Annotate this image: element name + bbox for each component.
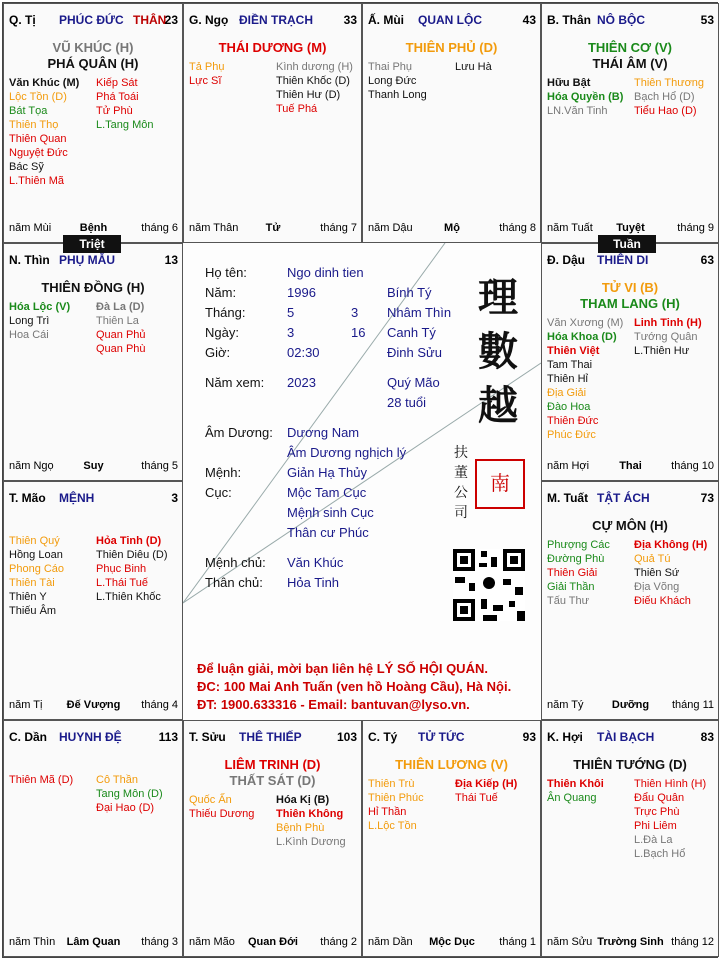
palace-year: năm Thân [189,222,239,234]
amduong-value: Dương Nam [287,425,360,440]
minor-star: L.Thiên Khốc [96,591,161,603]
palace-month: tháng 11 [671,699,714,711]
palace-stage: Tuyệt [616,222,645,234]
palace-header [9,730,178,746]
minor-star: Phượng Các [547,539,610,551]
palace-age-number: 23 [164,13,178,27]
minor-star: Thái Tuế [455,792,498,804]
minor-stars-left [9,773,73,787]
minor-star: Địa Kiếp (H) [455,778,518,790]
minor-star: Thai Phụ [368,61,413,73]
main-star: THÁI DƯƠNG (M) [218,40,327,55]
minor-stars-right [634,316,702,358]
minor-star: Thiên Hình (H) [634,778,707,790]
center-info [183,243,541,720]
palace-name: TÀI BẠCH [597,730,655,744]
minor-stars-right [96,773,163,815]
palace-ti [3,3,183,243]
palace-body-marker: THÂN [133,13,167,27]
palace-month: tháng 7 [320,222,357,234]
triet-marker: Triệt [63,235,121,253]
palace-suu [183,720,362,957]
main-star: THÁI ÂM (V) [592,56,668,71]
minor-star: Hữu Bật [547,77,591,89]
main-stars [542,518,718,534]
palace-month: tháng 10 [671,460,714,472]
minor-stars-right [634,76,704,118]
palace-name: TỬ TỨC [418,730,465,744]
palace-footer [547,699,714,713]
palace-name: MỆNH [59,491,95,505]
tuvi-chart [2,2,718,958]
minor-stars-left [547,316,623,442]
main-star: VŨ KHÚC (H) [52,40,134,55]
palace-age-number: 83 [700,730,714,744]
minor-stars-right [455,60,492,74]
minor-star: Thiên Phúc [368,792,424,804]
palace-age-number: 13 [164,253,178,267]
minor-star: Đẩu Quân [634,792,685,804]
palace-branch: M. Tuất [547,491,589,505]
palace-dan [3,720,183,957]
palace-stage: Suy [83,460,104,472]
minor-stars-right [634,538,707,608]
minor-star: Phục Binh [96,563,147,575]
thanchu-label: Thân chủ: [205,575,263,590]
month-label: Tháng: [205,305,246,320]
palace-year: năm Ngọ [9,460,54,472]
minor-star: Thanh Long [368,89,427,101]
palace-branch: G. Ngọ [189,13,229,27]
palace-name: NÔ BỘC [597,13,645,27]
minor-star: Kình dương (H) [276,61,353,73]
minor-star: Lực Sĩ [189,75,222,87]
year-label: Năm: [205,285,237,300]
main-stars [4,40,182,72]
minor-star: Giải Thần [547,581,595,593]
minor-star: Thiên Thương [634,77,705,89]
main-stars [542,280,718,312]
minor-star: Hoa Cái [9,329,49,341]
palace-stage: Tử [265,222,281,234]
minor-star: Đại Hao (D) [96,802,155,814]
year-value: 1996 [287,285,316,300]
palace-name: QUAN LỘC [418,13,482,27]
palace-header [9,491,178,507]
palace-header [9,253,178,269]
minor-star: Văn Xương (M) [547,317,624,329]
minor-stars-right [276,60,353,116]
minor-star: Thiên Hư (D) [276,89,341,101]
palace-ngo [183,3,362,243]
seal-stamp-icon: 南 [475,459,525,509]
palace-name: THÊ THIẾP [239,730,302,744]
cuc-note-2: Thân cư Phúc [287,525,369,540]
minor-stars-left [547,76,623,118]
minor-star: Đà La (D) [96,301,145,313]
palace-year: năm Thìn [9,936,56,948]
palace-branch: K. Hợi [547,730,583,744]
minor-star: Phong Cáo [9,563,65,575]
palace-branch: Ấ. Mùi [368,13,404,27]
minor-stars-left [368,777,424,833]
palace-branch: B. Thân [547,13,591,27]
minor-star: Lưu Hà [455,61,492,73]
main-star: TỬ VI (B) [601,280,659,295]
main-stars [184,40,361,56]
palace-stage: Bệnh [79,222,108,234]
menh-value: Giản Hạ Thủy [287,465,367,480]
palace-footer [189,222,357,236]
minor-stars-left [189,60,224,88]
palace-branch: C. Dần [9,730,48,744]
palace-age-number: 33 [343,13,357,27]
minor-star: Quan Phủ [96,329,146,341]
minor-star: Cô Thần [96,774,138,786]
palace-branch: N. Thìn [9,253,50,267]
main-star: THIÊN PHỦ (D) [405,40,498,55]
main-star: PHÁ QUÂN (H) [47,56,139,71]
minor-stars-left [189,793,254,821]
minor-star: Quả Tú [634,553,671,565]
minor-star: Lộc Tồn (D) [9,91,67,103]
minor-star: Quốc Ấn [189,794,232,806]
main-star: THIÊN TƯỚNG (D) [573,757,687,772]
palace-hoi [541,720,719,957]
palace-branch: Đ. Dậu [547,253,586,267]
notice-line-2: ĐC: 100 Mai Anh Tuấn (ven hồ Hoàng Cầu), Hà Nội. [197,679,512,694]
palace-year: năm Sửu [547,936,593,948]
palace-footer [368,936,536,950]
minor-star: Bệnh Phù [276,822,325,834]
palace-branch: T. Mão [9,491,46,505]
minor-star: Thiên Không [276,808,344,820]
notice-line-1: Để luận giải, mời bạn liên hệ LÝ SỐ HỘI QUÁN. [197,661,488,676]
minor-star: Thiên Mã (D) [9,774,74,786]
palace-mao [3,481,183,720]
palace-age-number: 3 [171,491,178,505]
main-stars [542,757,718,773]
minor-star: Ân Quang [547,792,597,804]
minor-star: L.Bạch Hổ [634,848,686,860]
minor-stars-left [547,777,604,805]
main-star: THẤT SÁT (D) [229,773,316,788]
palace-footer [9,222,178,236]
view-year-label: Năm xem: [205,375,265,390]
minor-star: Phá Toái [96,91,139,103]
minor-star: Thiên Hỉ [547,373,588,385]
palace-footer [9,460,178,474]
minor-star: Thiên Thọ [9,119,59,131]
brand-calligraphy: 理 數 越 [478,274,518,429]
palace-age-number: 103 [336,730,357,744]
palace-name: ĐIỀN TRẠCH [239,13,313,27]
minor-stars-right [634,777,706,861]
minor-stars-right [276,793,346,849]
palace-stage: Mộc Dục [429,936,475,948]
minor-star: Văn Khúc (M) [9,77,80,89]
year-can: Bính Tý [387,285,432,300]
thanchu-value: Hỏa Tinh [287,575,340,590]
palace-month: tháng 9 [677,222,714,234]
palace-age-number: 63 [700,253,714,267]
minor-stars-left [9,534,64,618]
day-solar: 3 [287,325,295,340]
name-label: Họ tên: [205,265,247,280]
palace-age-number: 113 [158,730,178,744]
minor-star: Thiên Diêu (D) [96,549,168,561]
minor-star: Thiên Quý [9,535,60,547]
palace-name: PHÚC ĐỨC [59,13,124,27]
palace-branch: C. Tý [368,730,398,744]
palace-header [189,730,357,746]
minor-star: L.Thái Tuế [96,577,148,589]
palace-month: tháng 6 [141,222,178,234]
qr-code-icon[interactable] [453,549,525,621]
palace-month: tháng 12 [671,936,714,948]
palace-header [189,13,357,29]
palace-stage: Đế Vượng [66,699,121,711]
palace-month: tháng 5 [141,460,178,472]
cuc-value: Mộc Tam Cục [287,485,367,500]
minor-star: Hóa Lộc (V) [9,301,71,313]
main-stars [363,757,540,773]
palace-name: PHỤ MẪU [59,253,115,267]
main-star: CỰ MÔN (H) [592,518,668,533]
cuc-note-1: Mệnh sinh Cục [287,505,374,520]
palace-dau [541,243,719,481]
minor-star: Bát Tọa [9,105,48,117]
palace-footer [547,460,714,474]
month-solar: 5 [287,305,295,320]
palace-name: HUYNH ĐỆ [59,730,122,744]
day-lunar: 16 [351,325,366,340]
minor-star: Nguyệt Đức [9,147,68,159]
minor-star: Tử Phù [96,105,133,117]
palace-month: tháng 3 [141,936,178,948]
notice-line-3: ĐT: 1900.633316 - Email: bantuvan@lyso.vn. [197,697,470,712]
minor-stars-left [9,300,70,342]
day-can: Canh Tý [387,325,436,340]
main-stars [542,40,718,72]
palace-name: TẬT ÁCH [597,491,650,505]
palace-mui [362,3,541,243]
main-star: LIÊM TRINH (D) [224,757,321,772]
palace-month: tháng 2 [320,936,357,948]
palace-footer [547,222,714,236]
minor-star: Trực Phù [634,806,680,818]
minor-star: Thiên Khốc (D) [276,75,350,87]
minor-star: Thiếu Âm [9,605,57,617]
palace-header [547,13,714,29]
minor-star: Địa Võng [634,581,680,593]
minor-stars-left [9,76,79,188]
minor-star: Hóa Khoa (D) [547,331,617,343]
minor-star: Hỉ Thần [368,806,407,818]
minor-stars-right [96,534,168,604]
brand-small-text: 扶 董 公 司 [454,445,468,521]
palace-age-number: 43 [522,13,536,27]
palace-header [547,730,714,746]
minor-star: Tam Thai [547,359,593,371]
palace-branch: Q. Tị [9,13,36,27]
minor-star: Tả Phụ [189,61,225,73]
minor-star: Quan Phù [96,343,146,355]
palace-year: năm Dần [368,936,413,948]
minor-star: Thiên Trù [368,778,415,790]
palace-stage: Lâm Quan [66,936,121,948]
palace-stage: Mộ [444,222,460,234]
minor-star: L.Đà La [634,834,673,846]
menhchu-label: Mệnh chủ: [205,555,266,570]
minor-star: L.Kình Dương [276,836,346,848]
palace-header [547,491,714,507]
menhchu-value: Văn Khúc [287,555,344,570]
minor-star: Thiên Y [9,591,47,603]
minor-star: Hóa Kị (B) [276,794,330,806]
palace-age-number: 53 [700,13,714,27]
palace-month: tháng 4 [141,699,178,711]
minor-star: Tiểu Hao (D) [634,105,697,117]
palace-age-number: 93 [522,730,536,744]
palace-footer [9,699,178,713]
minor-star: L.Thiên Mã [9,175,65,187]
tuan-marker: Tuần [598,235,656,253]
minor-star: LN.Văn Tinh [547,105,608,117]
minor-star: Linh Tinh (H) [634,317,702,329]
palace-header [368,730,536,746]
minor-star: L.Thiên Hư [634,345,690,357]
menh-label: Mệnh: [205,465,242,480]
minor-stars-right [96,76,153,132]
minor-star: Thiên Sứ [634,567,680,579]
minor-star: L.Tang Môn [96,119,154,131]
minor-stars-left [368,60,427,102]
minor-star: Phúc Đức [547,429,596,441]
minor-star: Thiên Tài [9,577,55,589]
palace-branch: T. Sửu [189,730,226,744]
month-can: Nhâm Thìn [387,305,452,320]
amduong-note: Âm Dương nghịch lý [287,445,407,460]
minor-stars-right [455,777,517,805]
minor-star: Tướng Quân [634,331,698,343]
minor-star: Tấu Thư [547,595,590,607]
minor-star: Thiên Giải [547,567,598,579]
palace-header [9,13,178,29]
palace-ty [362,720,541,957]
minor-star: Bạch Hổ (D) [634,91,695,103]
hour-value: 02:30 [287,345,320,360]
minor-star: Thiên La [96,315,139,327]
palace-thin [3,243,183,481]
minor-star: Phi Liêm [634,820,677,832]
main-star: THIÊN LƯƠNG (V) [395,757,508,772]
view-year-can: Quý Mão [387,375,440,390]
minor-star: Điếu Khách [634,595,691,607]
palace-year: năm Hợi [547,460,590,472]
main-stars [4,280,182,296]
minor-star: Tang Môn (D) [96,788,163,800]
minor-star: Địa Không (H) [634,539,708,551]
palace-year: năm Mùi [9,222,52,234]
palace-footer [9,936,178,950]
minor-star: Bác Sỹ [9,161,44,173]
day-label: Ngày: [205,325,239,340]
minor-star: Hỏa Tinh (D) [96,535,162,547]
minor-star: Thiếu Dương [189,808,255,820]
month-lunar: 3 [351,305,359,320]
palace-footer [189,936,357,950]
minor-star: Đào Hoa [547,401,591,413]
minor-star: Long Trì [9,315,50,327]
main-stars [363,40,540,56]
hour-label: Giờ: [205,345,231,360]
main-stars [184,757,361,789]
palace-month: tháng 1 [499,936,536,948]
age-value: 28 tuổi [387,395,427,410]
hour-can: Đinh Sửu [387,345,442,360]
name-value: Ngo dinh tien [287,265,364,280]
palace-tuat [541,481,719,720]
palace-footer [547,936,714,950]
minor-star: Thiên Việt [547,345,600,357]
cuc-label: Cục: [205,485,232,500]
minor-star: Đường Phù [547,553,605,565]
palace-header [368,13,536,29]
palace-year: năm Tị [9,699,43,711]
palace-age-number: 73 [700,491,714,505]
main-star: THIÊN ĐỒNG (H) [41,280,145,295]
palace-year: năm Tuất [547,222,593,234]
minor-stars-right [96,300,146,356]
minor-star: Thiên Quan [9,133,67,145]
palace-header [547,253,714,269]
palace-year: năm Dậu [368,222,413,234]
palace-year: năm Mão [189,936,235,948]
minor-star: Long Đức [368,75,417,87]
view-year-value: 2023 [287,375,316,390]
palace-footer [368,222,536,236]
palace-name: THIÊN DI [597,253,649,267]
minor-star: L.Lộc Tồn [368,820,417,832]
main-star: THIÊN CƠ (V) [587,40,673,55]
palace-year: năm Tý [547,699,584,711]
minor-star: Hồng Loan [9,549,63,561]
palace-stage: Trường Sinh [597,936,664,948]
palace-month: tháng 8 [499,222,536,234]
minor-star: Thiên Khôi [547,778,604,790]
palace-stage: Quan Đới [248,936,298,948]
main-star: THAM LANG (H) [580,296,680,311]
palace-stage: Thai [619,460,642,472]
palace-than [541,3,719,243]
minor-stars-left [547,538,610,608]
minor-star: Tuế Phá [276,103,318,115]
minor-star: Hóa Quyền (B) [547,91,624,103]
amduong-label: Âm Dương: [205,425,273,440]
minor-star: Thiên Đức [547,415,599,427]
minor-star: Địa Giải [547,387,587,399]
palace-stage: Dưỡng [611,699,650,711]
minor-star: Kiếp Sát [96,77,138,89]
